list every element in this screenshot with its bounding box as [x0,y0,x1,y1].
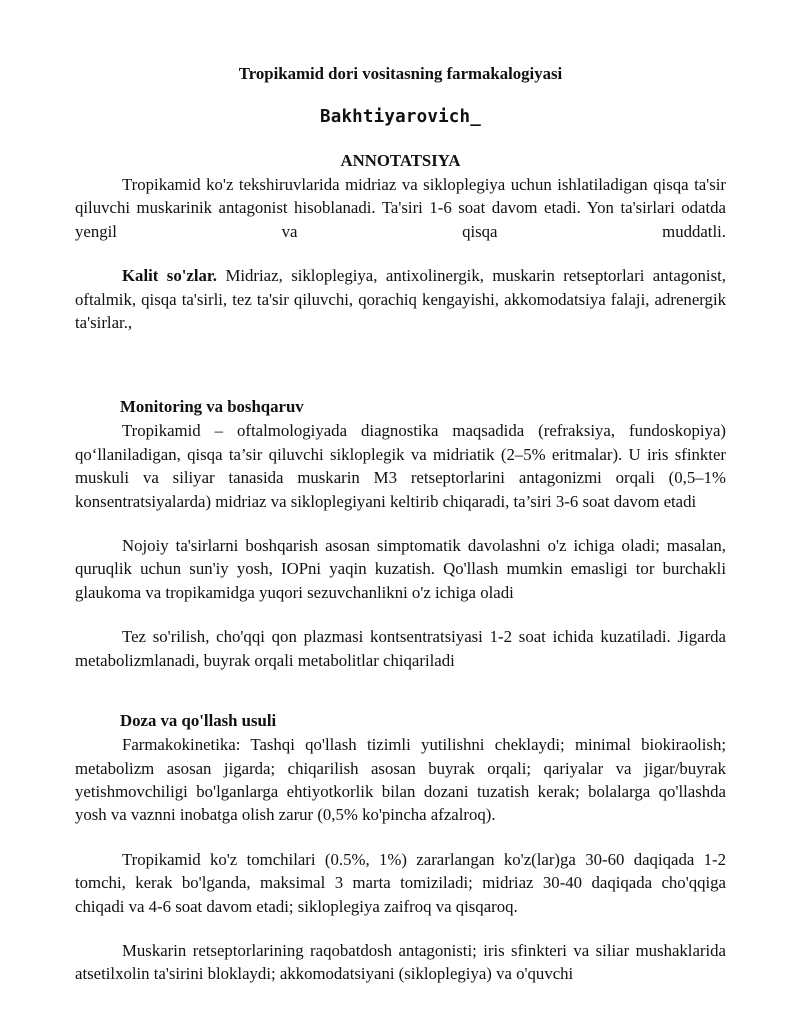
keywords-label: Kalit so'zlar. [122,266,217,286]
monitoring-paragraph-2: Nojoiy ta'sirlarni boshqarish asosan simptomatik davolashni o'z ichiga oladi; masalan, quruqlik uchun sun'iy yosh, IOPni yaqin kuzatish. Qo'llash mumkin emasligi tor burchakli glaukoma va tropikamidga yuqori sezuvchanlikni o'z ichiga oladi [75,536,726,602]
monitoring-paragraph-3: Tez so'rilish, cho'qqi qon plazmasi kontsentratsiyasi 1-2 soat ichida kuzatiladi. Jigarda metabolizmlanadi, buyrak orqali metabolitlar chiqariladi [75,627,726,670]
document-page [75,62,726,986]
section-heading-monitoring: Monitoring va boshqaruv [120,397,304,417]
annotation-heading: ANNOTATSIYA [340,151,461,170]
author-name: Bakhtiyarovich_ [319,107,482,127]
monitoring-paragraph-1: Tropikamid – oftalmologiyada diagnostika maqsadida (refraksiya, fundoskopiya) qo‘llaniladigan, qisqa ta’sir qiluvchi sikloplegik va midriatik (2–5% eritmalar). U iris sfinkter muskuli va siliyar tanasida muskarin M3 retseptorlarini antagonizmi orqali (0,5–1% konsentratsiyalarda) midriaz va sikloplegiyani keltirib chiqaradi, ta’siri 3-6 soat davom etadi [75,421,726,511]
dosage-paragraph-1: Farmakokinetika: Tashqi qo'llash tizimli yutilishni cheklaydi; minimal biokiraolish; metabolizm asosan jigarda; chiqarilish asosan buyrak orqali; qariyalar va jigar/buyrak yetishmovchiligi bo'lganlarga ehtiyotkorlik bilan dozani tuzatish kerak; bolalarga qo'llashda yosh va vaznni inobatga olish zarur (0,5% ko'pincha afzalroq). [75,735,726,825]
keywords-text: Midriaz, sikloplegiya, antixolinergik, muskarin retseptorlari antagonist, oftalmik, qisqa ta'sirli, tez ta'sir qiluvchi, qorachiq kengayishi, akkomodatsiya falaji, adrenergik ta'sirlar., [75,266,726,333]
dosage-paragraph-3: Muskarin retseptorlarining raqobatdosh antagonisti; iris sfinkteri va siliar mushaklarida atsetilxolin ta'sirini bloklaydi; akkomodatsiyani (sikloplegiya) va o'quvchi [75,940,726,984]
dosage-paragraph-2: Tropikamid ko'z tomchilari (0.5%, 1%) zararlangan ko'z(lar)ga 30-60 daqiqada 1-2 tomchi, kerak bo'lganda, maksimal 3 marta tomiziladi; midriaz 30-40 daqiqada cho'qqiga chiqadi va 4-6 soat davom etadi; sikloplegiya zaifroq va qisqaroq. [75,849,726,916]
annotation-paragraph: Tropikamid ko'z tekshiruvlarida midriaz va sikloplegiya uchun ishlatiladigan qisqa ta'sir qiluvchi muskarinik antagonist hisoblanadi. Ta'siri 1-6 soat davom etadi. Yon ta'sirlari odatda yengil va qisqa muddatli. [75,175,726,241]
document-title: Tropikamid dori vositasning farmakalogiyasi [238,64,563,83]
keywords-paragraph [75,264,726,334]
section-heading-dosage: Doza va qo'llash usuli [120,711,277,731]
